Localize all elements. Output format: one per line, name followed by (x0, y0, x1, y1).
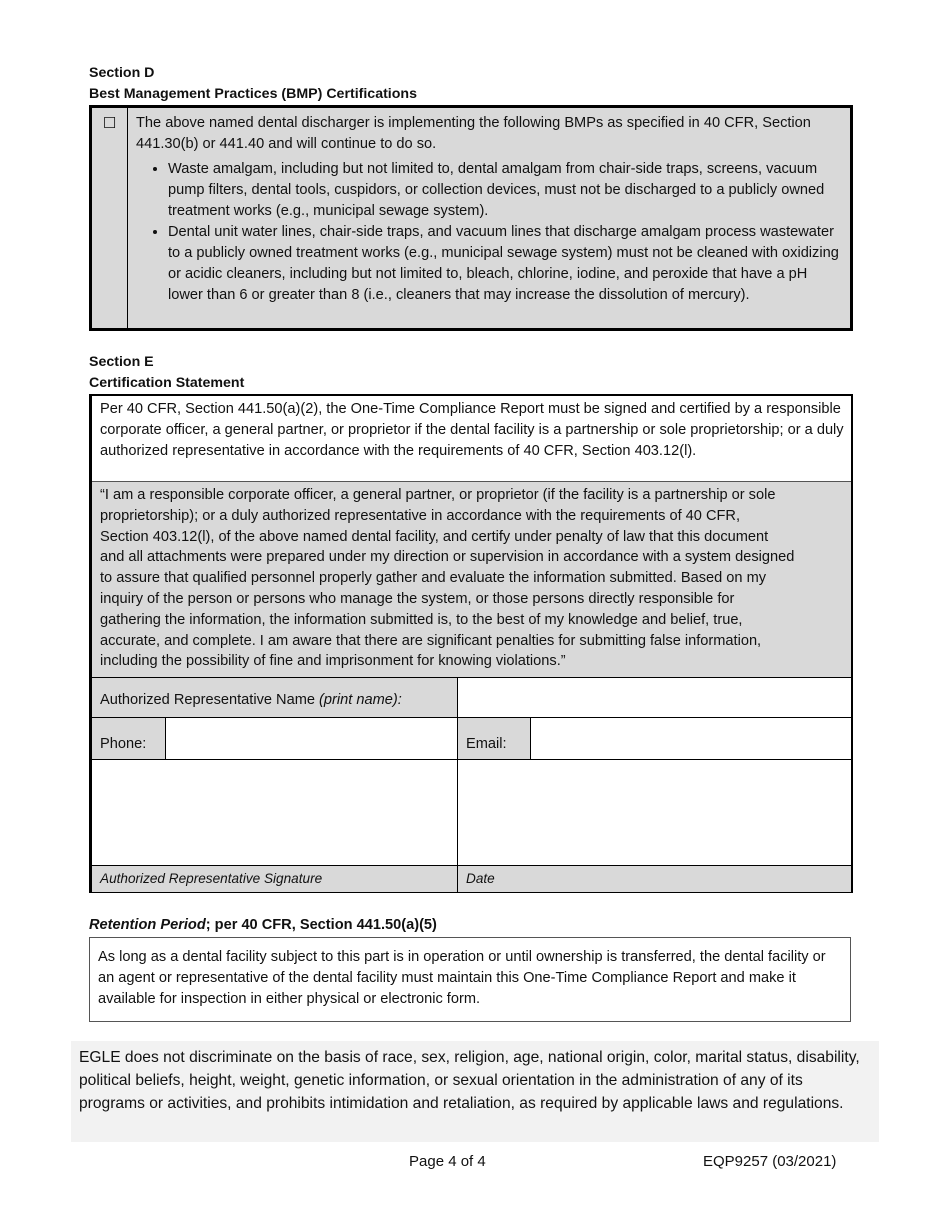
form-id: EQP9257 (03/2021) (703, 1153, 837, 1170)
name-label-text: Authorized Representative Name (100, 692, 320, 708)
date-label: Date (466, 871, 495, 886)
phone-field[interactable] (166, 718, 458, 759)
quote-line: including the possibility of fine and imprisonment for knowing violations.” (100, 653, 566, 670)
retention-title-italic: Retention Period (89, 917, 206, 933)
quote-line: to assure that qualified personnel properly gather and evaluate the information submitted. Based on my (100, 570, 767, 587)
quote-line: inquiry of the person or persons who manage the system, or those persons directly responsible for (100, 590, 735, 607)
certification-intro: Per 40 CFR, Section 441.50(a)(2), the One-Time Compliance Report must be signed and certified by a responsible corporate officer, a general partner, or proprietor if the dental facility is a partnership or sole proprietorship; or a duly authorized representative in accordance with the requirements of 40 CFR, Section 403.12(l). (92, 396, 851, 482)
section-e-title: Certification Statement (89, 375, 245, 391)
signature-field[interactable] (92, 760, 458, 865)
signature-label: Authorized Representative Signature (92, 866, 458, 892)
retention-title (89, 917, 437, 933)
quote-line: accurate, and complete. I am aware that there are significant penalties for submitting false information, (100, 632, 762, 649)
name-row (92, 678, 851, 718)
bmp-bullet-water-lines: • Dental unit water lines, chair-side traps, and vacuum lines that discharge amalgam process wastewater to a publicly owned treatment works (e.g., municipal sewage system) must not be cleaned with oxidizing or acidic cleaners, including but not limited to, bleach, chlorine, iodine, and peroxide that have a pH lower than 6 or greater than 8 (i.e., cleaners that may increase the dissolution of mercury). (168, 222, 844, 306)
date-field[interactable] (458, 760, 851, 865)
quote-line: “I am a responsible corporate officer, a general partner, or proprietor (if the facility is a partnership or sole (100, 487, 776, 503)
bmp-certification-box (89, 105, 853, 331)
section-e-label: Section E (89, 354, 154, 370)
quote-line: gathering the information, the information submitted is, to the best of my knowledge and belief, true, (100, 611, 743, 628)
bmp-bullet-amalgam: • Waste amalgam, including but not limited to, dental amalgam from chair-side traps, screens, vacuum pump filters, dental tools, cuspidors, or collection devices, must not be discharged to a publicly owned treatment works (e.g., municipal sewage system). (168, 159, 844, 222)
signature-area-row (92, 760, 851, 866)
certification-box (89, 394, 853, 893)
certification-quote (92, 482, 851, 678)
section-d-label: Section D (89, 65, 155, 81)
retention-title-rest: ; per 40 CFR, Section 441.50(a)(5) (205, 917, 437, 933)
bmp-bullet-list (136, 159, 844, 306)
name-label (92, 678, 458, 717)
retention-body: As long as a dental facility subject to this part is in operation or until ownership is transferred, the dental facility or an agent or representative of the dental facility must maintain this One-Time Compliance Report and make it available for inspection in either physical or electronic form. (89, 937, 851, 1022)
bmp-checkbox[interactable]: ☐ (92, 108, 128, 328)
bmp-statement: The above named dental discharger is implementing the following BMPs as specified in 40 CFR, Section 441.30(b) or 441.40 and will continue to do so. (136, 115, 811, 152)
email-field[interactable] (531, 718, 851, 759)
quote-line: Section 403.12(l), of the above named dental facility, and certify under penalty of law that this document (100, 528, 769, 545)
egle-nondiscrimination-notice: EGLE does not discriminate on the basis of race, sex, religion, age, national origin, color, marital status, disability, political beliefs, height, weight, genetic information, or sexual orientation in the administration of any of its programs or activities, and prohibits intimidation and retaliation, as required by applicable laws and regulations. (71, 1041, 879, 1142)
email-label: Email: (458, 718, 531, 759)
phone-label: Phone: (92, 718, 166, 759)
name-field[interactable] (458, 678, 851, 717)
quote-line: proprietorship); or a duly authorized representative in accordance with the requirements of 40 CFR, (100, 507, 741, 524)
quote-line: and all attachments were prepared under my direction or supervision in accordance with a system designed (100, 549, 795, 566)
name-label-hint: (print name): (319, 692, 402, 708)
signature-label-row (92, 866, 851, 892)
section-d-title: Best Management Practices (BMP) Certifications (89, 86, 417, 102)
contact-row (92, 718, 851, 760)
bmp-text (128, 108, 850, 328)
page-number: Page 4 of 4 (409, 1153, 486, 1170)
